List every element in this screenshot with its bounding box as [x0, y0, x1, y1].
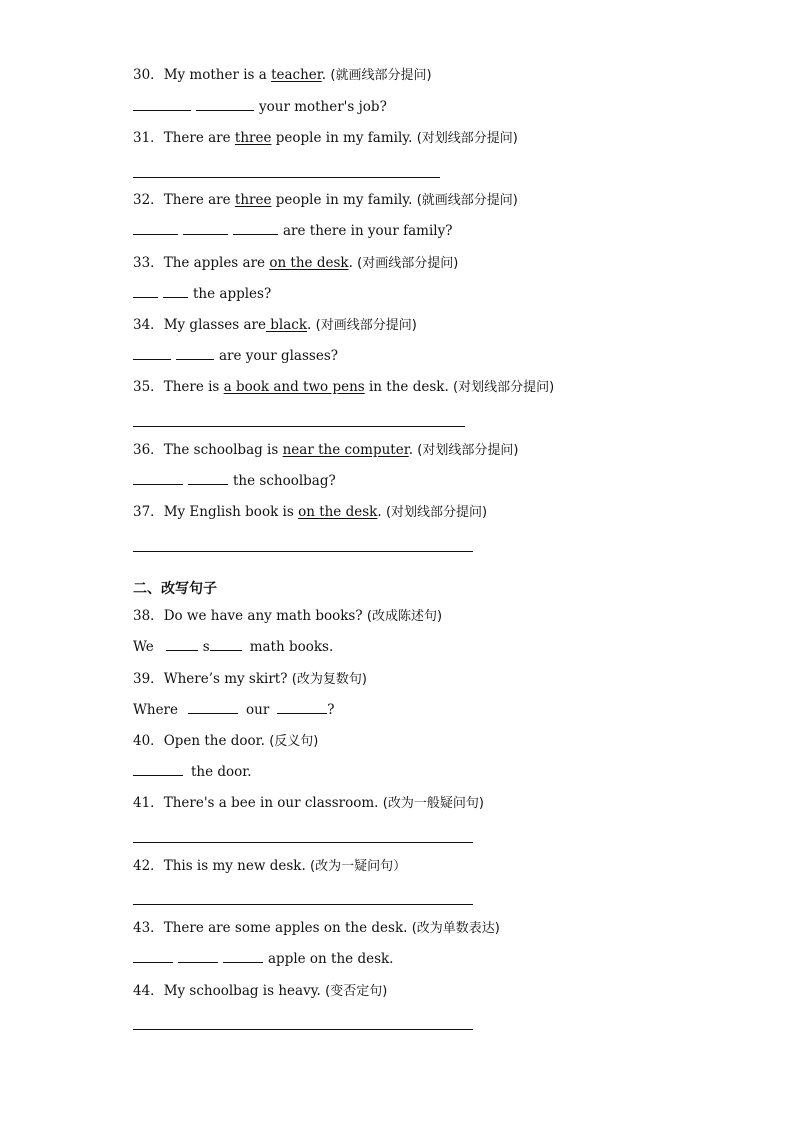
answer-blank[interactable] — [178, 950, 218, 963]
answer-40 — [133, 763, 252, 781]
question-text-end: in the desk. — [364, 379, 454, 395]
question-text: Open the door. — [163, 733, 270, 749]
answer-line-35[interactable] — [133, 426, 465, 427]
answer-text: are there in your family? — [283, 223, 453, 239]
instruction: (对画线部分提问) — [315, 318, 417, 333]
question-number: 38． — [133, 608, 164, 624]
answer-blank[interactable] — [133, 763, 183, 776]
answer-line-42[interactable] — [133, 904, 473, 905]
question-number: 44． — [133, 983, 164, 999]
question-39 — [133, 670, 367, 689]
question-text-end: . — [408, 442, 418, 458]
answer-33 — [133, 285, 271, 303]
underlined-part: teacher — [271, 67, 322, 83]
question-number: 35． — [133, 379, 164, 395]
answer-text: are your glasses? — [219, 348, 338, 364]
instruction: (变否定句) — [325, 984, 388, 999]
answer-blank[interactable] — [188, 472, 228, 485]
answer-34 — [133, 347, 338, 365]
question-text-end: people in my family. — [271, 192, 417, 208]
question-text: My mother is a — [163, 67, 272, 83]
answer-36 — [133, 472, 336, 490]
underlined-part: near the computer — [282, 442, 409, 458]
question-text: Do we have any math books? — [163, 608, 367, 624]
underlined-part: three — [234, 192, 272, 208]
answer-text: math books. — [249, 639, 334, 655]
instruction: (对划线部分提问) — [416, 131, 518, 146]
answer-text: We — [133, 639, 154, 655]
instruction: (改成陈述句) — [366, 609, 443, 624]
question-text-end: . — [348, 255, 358, 271]
underlined-part: a book and two pens — [223, 379, 365, 395]
question-number: 36． — [133, 442, 164, 458]
question-37 — [133, 503, 487, 522]
answer-blank[interactable] — [133, 347, 171, 360]
question-number: 31． — [133, 130, 164, 146]
question-text: There are some apples on the desk. — [163, 920, 412, 936]
instruction: (改为一疑问句） — [310, 859, 407, 874]
question-text-end: . — [377, 504, 386, 520]
answer-blank[interactable] — [196, 98, 254, 111]
instruction: (对画线部分提问) — [357, 256, 459, 271]
answer-32 — [133, 222, 452, 240]
answer-blank[interactable] — [133, 222, 178, 235]
answer-blank[interactable] — [233, 222, 278, 235]
answer-blank[interactable] — [183, 222, 228, 235]
question-number: 30． — [133, 67, 164, 83]
answer-blank[interactable] — [223, 950, 263, 963]
question-33 — [133, 254, 458, 273]
underlined-part: on the desk — [298, 504, 378, 520]
question-text: My glasses are — [163, 317, 266, 333]
question-text: There are — [163, 130, 235, 146]
question-number: 41． — [133, 795, 164, 811]
question-number: 42． — [133, 858, 164, 874]
question-text: The schoolbag is — [163, 442, 283, 458]
answer-text: apple on the desk. — [268, 951, 394, 967]
question-text: Where’s my skirt? — [163, 671, 292, 687]
question-38 — [133, 607, 442, 626]
question-text: The apples are — [163, 255, 270, 271]
question-44 — [133, 982, 387, 1001]
question-text: My schoolbag is heavy. — [163, 983, 326, 999]
answer-text: our — [246, 702, 270, 718]
question-35 — [133, 378, 554, 397]
instruction: (反义句) — [269, 734, 319, 749]
question-40 — [133, 732, 318, 751]
instruction: (对划线部分提问) — [453, 380, 555, 395]
question-43 — [133, 919, 500, 938]
answer-text: the apples? — [193, 286, 272, 302]
question-text: This is my new desk. — [163, 858, 311, 874]
answer-text: s — [202, 639, 210, 655]
instruction: (改为单数表达) — [411, 921, 500, 936]
instruction: (就画线部分提问) — [330, 68, 432, 83]
question-number: 43． — [133, 920, 164, 936]
question-32 — [133, 191, 518, 210]
answer-text: Where — [133, 702, 179, 718]
underlined-part: on the desk — [269, 255, 349, 271]
question-text: There are — [163, 192, 235, 208]
answer-30 — [133, 98, 387, 116]
answer-blank[interactable] — [188, 701, 238, 714]
answer-blank[interactable] — [133, 472, 183, 485]
instruction: (改为一般疑问句) — [382, 796, 484, 811]
question-number: 37． — [133, 504, 164, 520]
answer-blank[interactable] — [163, 285, 188, 298]
answer-38 — [133, 638, 333, 656]
answer-blank[interactable] — [133, 98, 191, 111]
instruction: (对划线部分提问) — [417, 443, 519, 458]
answer-43 — [133, 950, 393, 968]
answer-blank[interactable] — [166, 638, 198, 651]
question-text-end: people in my family. — [271, 130, 417, 146]
section-heading: 二、改写句子 — [133, 581, 217, 597]
question-number: 33． — [133, 255, 164, 271]
question-34 — [133, 316, 417, 335]
answer-text: the door. — [191, 764, 252, 780]
question-text: There's a bee in our classroom. — [163, 795, 383, 811]
question-36 — [133, 441, 518, 460]
answer-blank[interactable] — [210, 638, 242, 651]
answer-line-31[interactable] — [133, 177, 440, 178]
answer-text: ? — [327, 702, 335, 718]
question-number: 34． — [133, 317, 164, 333]
answer-blank[interactable] — [133, 285, 158, 298]
question-41 — [133, 794, 484, 813]
answer-blank[interactable] — [176, 347, 214, 360]
question-number: 32． — [133, 192, 164, 208]
underlined-part: three — [234, 130, 272, 146]
question-text-end: . — [321, 67, 331, 83]
underlined-part: black — [266, 317, 308, 333]
answer-39 — [133, 701, 335, 719]
answer-text: the schoolbag? — [233, 473, 336, 489]
instruction: (对划线部分提问) — [385, 505, 488, 520]
question-42 — [133, 857, 406, 876]
question-text-end: . — [307, 317, 316, 333]
answer-blank[interactable] — [133, 950, 173, 963]
instruction: (改为复数句) — [291, 672, 367, 687]
question-number: 40． — [133, 733, 164, 749]
question-31 — [133, 129, 518, 148]
question-30 — [133, 66, 432, 85]
answer-blank[interactable] — [277, 701, 327, 714]
question-number: 39． — [133, 671, 164, 687]
answer-line-41[interactable] — [133, 842, 473, 843]
answer-text: your mother's job? — [259, 99, 387, 115]
instruction: (就画线部分提问) — [416, 193, 518, 208]
answer-line-44[interactable] — [133, 1029, 473, 1030]
question-text: There is — [163, 379, 224, 395]
answer-line-37[interactable] — [133, 551, 473, 552]
question-text: My English book is — [163, 504, 299, 520]
